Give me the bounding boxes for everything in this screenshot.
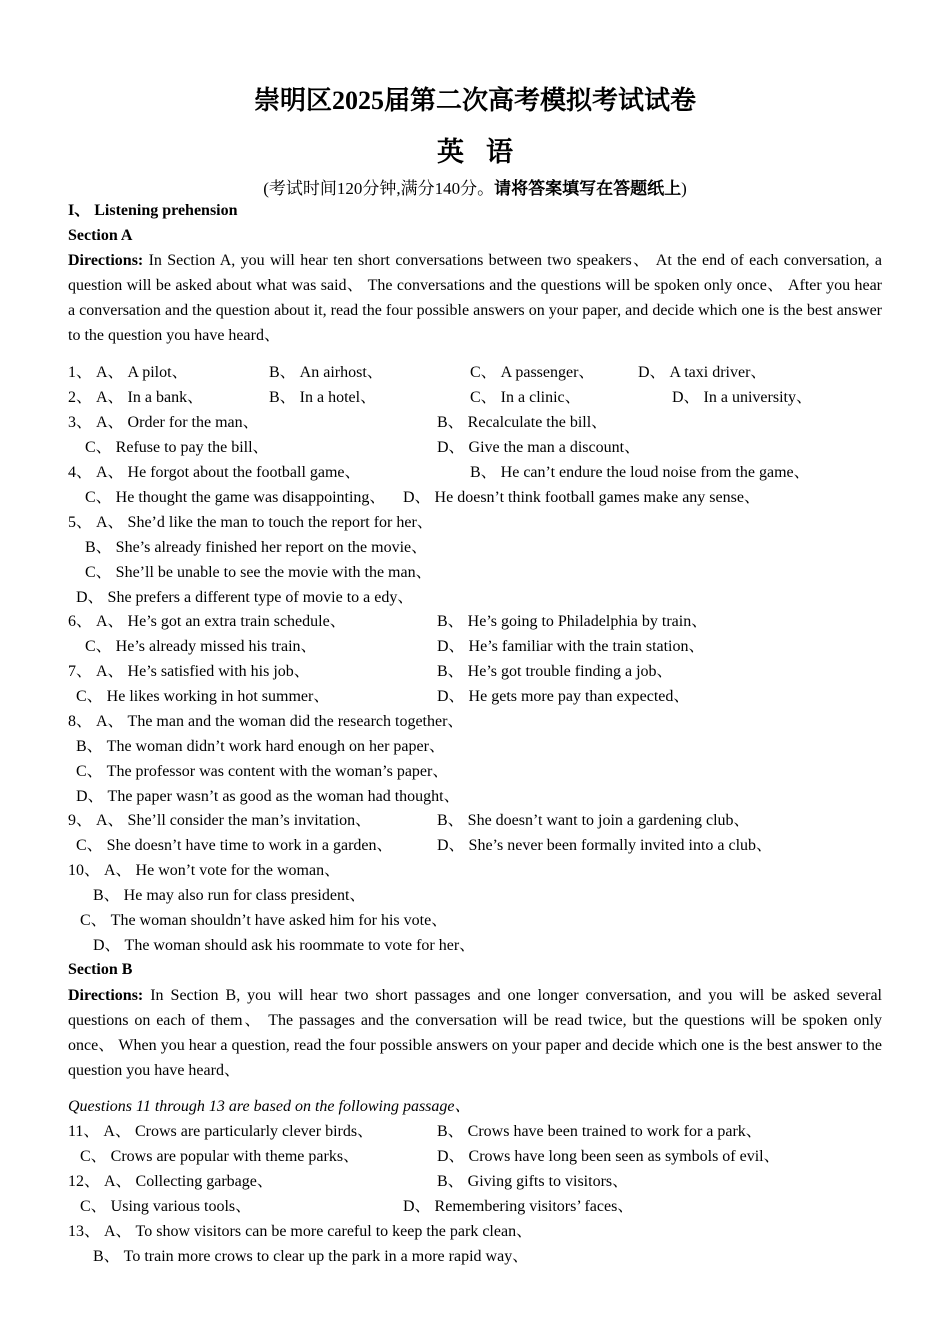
q4-option-c: C、 He thought the game was disappointing、 [85, 489, 386, 506]
q9-option-d: D、 She’s never been formally invited into a club、 [437, 837, 773, 854]
q5-option-b: B、 She’s already finished her report on the movie、 [85, 539, 428, 556]
subject-title: 英语 [437, 137, 535, 167]
q2-option-b: B、 In a hotel、 [269, 389, 377, 406]
q12-option-b: B、 Giving gifts to visitors、 [437, 1173, 629, 1190]
q10-option-b: B、 He may also run for class president、 [93, 887, 366, 904]
q3-option-c: C、 Refuse to pay the bill、 [85, 439, 269, 456]
q2-option-d: D、 In a university、 [672, 389, 812, 406]
q6-option-d: D、 He’s familiar with the train station、 [437, 638, 705, 655]
q5-option-c: C、 She’ll be unable to see the movie with the man、 [85, 564, 432, 581]
q10-option-c: C、 The woman shouldn’t have asked him for his vote、 [80, 912, 448, 929]
q7-option-a: 7、 A、 He’s satisfied with his job、 [68, 663, 310, 680]
q6-option-a: 6、 A、 He’s got an extra train schedule、 [68, 613, 346, 630]
q11-option-b: B、 Crows have been trained to work for a park、 [437, 1123, 762, 1140]
passage-intro: Questions 11 through 13 are based on the following passage、 [68, 1098, 471, 1115]
q12-option-d: D、 Remembering visitors’ faces、 [403, 1198, 634, 1215]
q8-option-a: 8、 A、 The man and the woman did the research together、 [68, 713, 464, 730]
q3-option-a: 3、 A、 Order for the man、 [68, 414, 259, 431]
q2-option-c: C、 In a clinic、 [470, 389, 581, 406]
q6-option-b: B、 He’s going to Philadelphia by train、 [437, 613, 708, 630]
q1-option-a: 1、 A、 A pilot、 [68, 364, 188, 381]
section-a-directions [68, 248, 882, 348]
section-a-heading: Section A [68, 227, 133, 244]
q1-option-c: C、 A passenger、 [470, 364, 595, 381]
q5-option-a: 5、 A、 She’d like the man to touch the report for her、 [68, 514, 433, 531]
q10-option-d: D、 The woman should ask his roommate to vote for her、 [93, 937, 476, 954]
q13-option-b: B、 To train more crows to clear up the park in a more rapid way、 [93, 1248, 529, 1265]
q1-option-d: D、 A taxi driver、 [638, 364, 767, 381]
q12-option-a: 12、 A、 Collecting garbage、 [68, 1173, 273, 1190]
q3-option-d: D、 Give the man a discount、 [437, 439, 641, 456]
q10-option-a: 10、 A、 He won’t vote for the woman、 [68, 862, 341, 879]
directions-label: Directions: [68, 987, 144, 1004]
q12-option-c: C、 Using various tools、 [80, 1198, 252, 1215]
q9-option-a: 9、 A、 She’ll consider the man’s invitation、 [68, 812, 372, 829]
q11-option-d: D、 Crows have long been seen as symbols of evil、 [437, 1148, 780, 1165]
q6-option-c: C、 He’s already missed his train、 [85, 638, 317, 655]
exam-note-close: ) [681, 179, 687, 198]
q7-option-b: B、 He’s got trouble finding a job、 [437, 663, 673, 680]
q4-option-b: B、 He can’t endure the loud noise from the game、 [470, 464, 810, 481]
q8-option-b: B、 The woman didn’t work hard enough on her paper、 [76, 738, 445, 755]
directions-label: Directions: [68, 252, 144, 269]
exam-note-time: (考试时间120分钟,满分140分。 [263, 179, 495, 198]
q4-option-d: D、 He doesn’t think football games make any sense、 [403, 489, 760, 506]
q2-option-a: 2、 A、 In a bank、 [68, 389, 204, 406]
q11-option-c: C、 Crows are popular with theme parks、 [80, 1148, 360, 1165]
q7-option-c: C、 He likes working in hot summer、 [76, 688, 330, 705]
q4-option-a: 4、 A、 He forgot about the football game、 [68, 464, 361, 481]
directions-text: In Section A, you will hear ten short conversations between two speakers、 At the end of each conversation, a question will be asked about what was said、 The conversations and the questions will be spoken only once、 After you hear a conversation and the question about it, read the four possible answers on your paper, and decide which one is the best answer to the question you have heard、 [68, 252, 882, 344]
exam-note [0, 174, 950, 199]
section-b-directions [68, 983, 882, 1083]
exam-title: 崇明区2025届第二次高考模拟考试试卷 [253, 86, 696, 115]
part1-heading: I、 Listening prehension [68, 202, 238, 219]
q13-option-a: 13、 A、 To show visitors can be more careful to keep the park clean、 [68, 1223, 533, 1240]
q9-option-c: C、 She doesn’t have time to work in a garden、 [76, 837, 393, 854]
q3-option-b: B、 Recalculate the bill、 [437, 414, 608, 431]
q1-option-b: B、 An airhost、 [269, 364, 383, 381]
q11-option-a: 11、 A、 Crows are particularly clever birds、 [68, 1123, 374, 1140]
q5-option-d: D、 She prefers a different type of movie to a edy、 [76, 589, 414, 606]
exam-note-instruction: 请将答案填写在答题纸上 [494, 179, 682, 198]
q9-option-b: B、 She doesn’t want to join a gardening club、 [437, 812, 750, 829]
directions-text: In Section B, you will hear two short passages and one longer conversation, and you will be asked several questions on each of them、 The passages and the conversation will be read twice, but the questions will be spoken only once、 When you hear a question, read the four possible answers on your paper and decide which one is the best answer to the question you have heard、 [68, 987, 883, 1079]
q8-option-d: D、 The paper wasn’t as good as the woman had thought、 [76, 788, 460, 805]
section-b-heading: Section B [68, 961, 133, 978]
q8-option-c: C、 The professor was content with the woman’s paper、 [76, 763, 449, 780]
q7-option-d: D、 He gets more pay than expected、 [437, 688, 690, 705]
